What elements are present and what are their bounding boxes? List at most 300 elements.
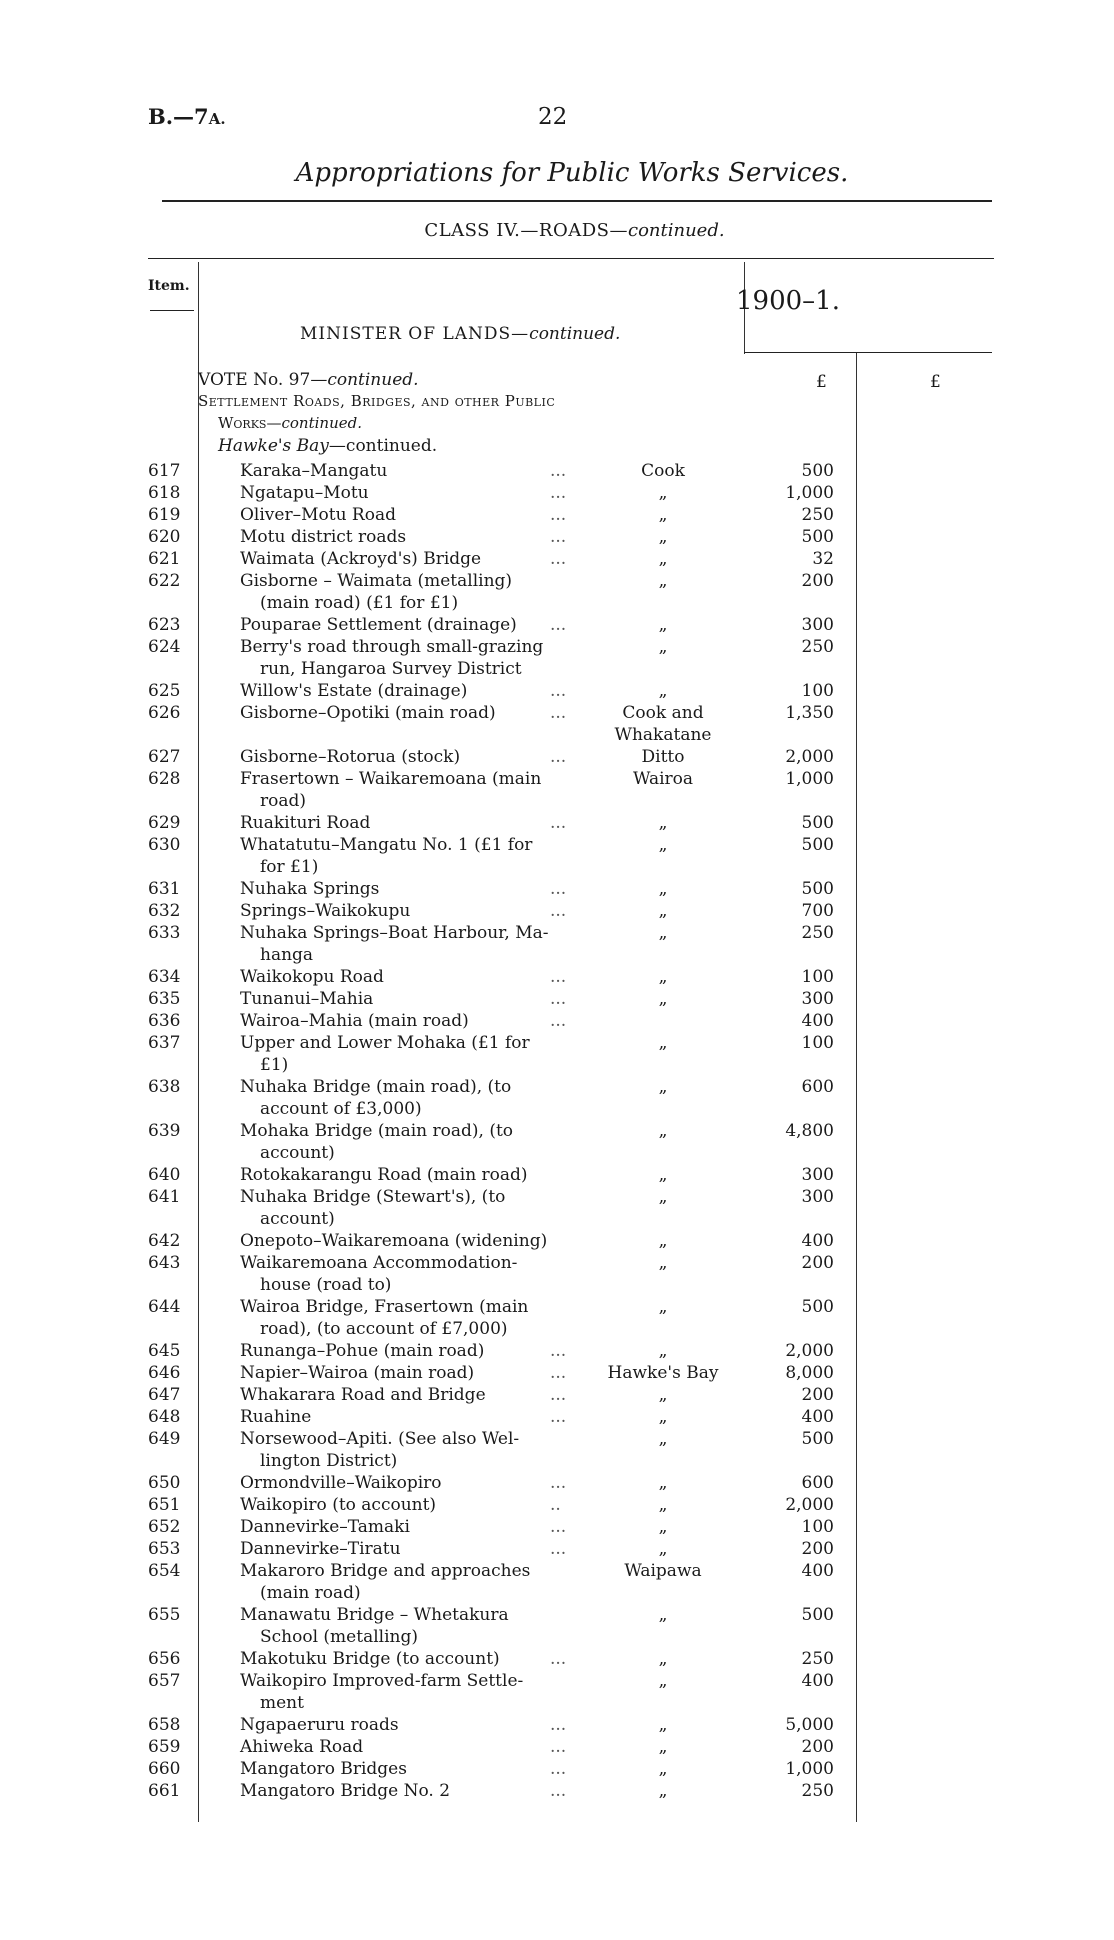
item-number: 629 bbox=[148, 813, 181, 833]
district bbox=[598, 570, 728, 592]
item-description bbox=[240, 1186, 578, 1230]
district-line: „ bbox=[658, 1671, 668, 1691]
district-line: „ bbox=[658, 1165, 668, 1185]
description-line: Berry's road through small-grazing bbox=[240, 637, 544, 657]
item-number: 637 bbox=[148, 1033, 181, 1053]
district-line: „ bbox=[658, 1781, 668, 1801]
item-number: 658 bbox=[148, 1715, 181, 1735]
item-description bbox=[240, 1406, 578, 1428]
description-line: Rotokakarangu Road (main road) bbox=[240, 1165, 528, 1185]
item-number: 648 bbox=[148, 1407, 181, 1427]
item-number: 650 bbox=[148, 1473, 181, 1493]
vote-cont: continued. bbox=[327, 370, 419, 390]
leader-dots: ... bbox=[550, 989, 567, 1009]
leader-dots: ... bbox=[550, 615, 567, 635]
item-number: 646 bbox=[148, 1363, 181, 1383]
district bbox=[598, 1406, 728, 1428]
district bbox=[598, 614, 728, 636]
district-line: „ bbox=[658, 1473, 668, 1493]
district-line: „ bbox=[658, 1539, 668, 1559]
description-continuation: run, Hangaroa Survey District bbox=[260, 659, 522, 679]
item-number: 633 bbox=[148, 923, 181, 943]
item-description bbox=[240, 614, 578, 636]
description-line: Motu district roads bbox=[240, 527, 407, 547]
item-number: 617 bbox=[148, 461, 181, 481]
description-line: Nuhaka Springs bbox=[240, 879, 380, 899]
district-line: „ bbox=[658, 1407, 668, 1427]
district-line: „ bbox=[658, 1715, 668, 1735]
item-number: 625 bbox=[148, 681, 181, 701]
leader-dots: ... bbox=[550, 1407, 567, 1427]
class-heading bbox=[0, 220, 1114, 241]
item-description bbox=[240, 1560, 578, 1604]
amount: 500 bbox=[801, 461, 834, 481]
description-line: Waikopiro Improved-farm Settle- bbox=[240, 1671, 524, 1691]
item-number: 632 bbox=[148, 901, 181, 921]
district bbox=[598, 900, 728, 922]
amount: 300 bbox=[801, 1165, 834, 1185]
leader-dots: ... bbox=[550, 527, 567, 547]
item-number: 649 bbox=[148, 1429, 181, 1449]
amount: 250 bbox=[801, 637, 834, 657]
description-line: Ormondville–Waikopiro bbox=[240, 1473, 442, 1493]
item-description bbox=[240, 680, 578, 702]
item-number: 634 bbox=[148, 967, 181, 987]
district bbox=[598, 1648, 728, 1670]
item-description bbox=[240, 878, 578, 900]
amount: 250 bbox=[801, 1781, 834, 1801]
district-line: „ bbox=[658, 1605, 668, 1625]
district bbox=[598, 1472, 728, 1494]
amount: 250 bbox=[801, 505, 834, 525]
district bbox=[598, 1736, 728, 1758]
item-description bbox=[240, 1428, 578, 1472]
amount: 200 bbox=[801, 571, 834, 591]
item-description bbox=[240, 1714, 578, 1736]
description-line: Upper and Lower Mohaka (£1 for bbox=[240, 1033, 530, 1053]
district bbox=[598, 1758, 728, 1780]
item-description bbox=[240, 1010, 578, 1032]
description-continuation: (main road) bbox=[260, 1583, 361, 1603]
district-line: „ bbox=[658, 835, 668, 855]
item-number: 620 bbox=[148, 527, 181, 547]
item-description bbox=[240, 1604, 578, 1648]
district-line: „ bbox=[658, 1737, 668, 1757]
amount: 200 bbox=[801, 1385, 834, 1405]
leader-dots: ... bbox=[550, 483, 567, 503]
item-number: 635 bbox=[148, 989, 181, 1009]
leader-dots: ... bbox=[550, 1473, 567, 1493]
description-line: Ngatapu–Motu bbox=[240, 483, 369, 503]
minister-heading bbox=[300, 324, 620, 344]
item-description bbox=[240, 1670, 578, 1714]
district-line: „ bbox=[658, 1033, 668, 1053]
amount: 500 bbox=[801, 1297, 834, 1317]
item-number: 644 bbox=[148, 1297, 181, 1317]
item-description bbox=[240, 1362, 578, 1384]
description-line: Ruahine bbox=[240, 1407, 312, 1427]
vote-text: VOTE No. 97— bbox=[198, 370, 328, 390]
minister-text: MINISTER OF LANDS— bbox=[300, 324, 530, 344]
amount: 100 bbox=[801, 1033, 834, 1053]
item-description bbox=[240, 768, 578, 812]
amount: 1,000 bbox=[785, 483, 834, 503]
description-continuation: road) bbox=[260, 791, 307, 811]
item-description bbox=[240, 504, 578, 526]
district bbox=[598, 1362, 728, 1384]
district bbox=[598, 460, 728, 482]
district bbox=[598, 834, 728, 856]
amount: 500 bbox=[801, 1605, 834, 1625]
district-line: „ bbox=[658, 1517, 668, 1537]
district-line: „ bbox=[658, 505, 668, 525]
district bbox=[598, 1538, 728, 1560]
item-description bbox=[240, 1648, 578, 1670]
amount: 2,000 bbox=[785, 747, 834, 767]
leader-dots: ... bbox=[550, 1539, 567, 1559]
description-line: Wairoa–Mahia (main road) bbox=[240, 1011, 469, 1031]
district bbox=[598, 988, 728, 1010]
description-line: Willow's Estate (drainage) bbox=[240, 681, 468, 701]
amount: 2,000 bbox=[785, 1495, 834, 1515]
item-description bbox=[240, 1494, 578, 1516]
district bbox=[598, 1032, 728, 1054]
leader-dots: ... bbox=[550, 1517, 567, 1537]
item-description bbox=[240, 988, 578, 1010]
item-number: 628 bbox=[148, 769, 181, 789]
district-line: Wairoa bbox=[632, 769, 694, 789]
description-line: Makotuku Bridge (to account) bbox=[240, 1649, 500, 1669]
item-description bbox=[240, 636, 578, 680]
description-line: Ruakituri Road bbox=[240, 813, 371, 833]
description-line: Gisborne–Opotiki (main road) bbox=[240, 703, 496, 723]
district-line: „ bbox=[658, 1187, 668, 1207]
item-number: 638 bbox=[148, 1077, 181, 1097]
amount: 1,000 bbox=[785, 769, 834, 789]
item-description bbox=[240, 702, 578, 724]
item-number: 640 bbox=[148, 1165, 181, 1185]
leader-dots: ... bbox=[550, 1759, 567, 1779]
amount: 400 bbox=[801, 1231, 834, 1251]
title-rule bbox=[162, 200, 992, 202]
item-number: 660 bbox=[148, 1759, 181, 1779]
district bbox=[598, 702, 728, 746]
description-continuation: School (metalling) bbox=[260, 1627, 418, 1647]
item-header-underline bbox=[150, 310, 194, 311]
description-continuation: account of £3,000) bbox=[260, 1099, 422, 1119]
district-line: „ bbox=[658, 549, 668, 569]
description-line: Nuhaka Bridge (Stewart's), (to bbox=[240, 1187, 506, 1207]
description-line: Waimata (Ackroyd's) Bridge bbox=[240, 549, 482, 569]
description-continuation: house (road to) bbox=[260, 1275, 392, 1295]
description-line: Whatatutu–Mangatu No. 1 (£1 for bbox=[240, 835, 533, 855]
description-continuation: (main road) (£1 for £1) bbox=[260, 593, 459, 613]
district bbox=[598, 1230, 728, 1252]
district bbox=[598, 1296, 728, 1318]
item-number: 626 bbox=[148, 703, 181, 723]
currency-symbol-1: £ bbox=[816, 372, 827, 392]
class-heading-text: CLASS IV.—ROADS— bbox=[424, 220, 628, 241]
item-number: 641 bbox=[148, 1187, 181, 1207]
leader-dots: ... bbox=[550, 505, 567, 525]
amount: 250 bbox=[801, 1649, 834, 1669]
amount: 300 bbox=[801, 615, 834, 635]
amount: 2,000 bbox=[785, 1341, 834, 1361]
item-description bbox=[240, 1076, 578, 1120]
district-line: „ bbox=[658, 1121, 668, 1141]
description-line: Mangatoro Bridge No. 2 bbox=[240, 1781, 451, 1801]
item-description bbox=[240, 548, 578, 570]
item-description bbox=[240, 812, 578, 834]
document-code-main: B.—7 bbox=[148, 104, 209, 129]
district-line: „ bbox=[658, 813, 668, 833]
item-number: 645 bbox=[148, 1341, 181, 1361]
description-continuation: £1) bbox=[260, 1055, 289, 1075]
amount: 100 bbox=[801, 967, 834, 987]
page-title: Appropriations for Public Works Services. bbox=[295, 158, 849, 188]
description-line: Runanga–Pohue (main road) bbox=[240, 1341, 485, 1361]
amount: 400 bbox=[801, 1011, 834, 1031]
leader-dots: ... bbox=[550, 1737, 567, 1757]
district-line: „ bbox=[658, 879, 668, 899]
description-line: Tunanui–Mahia bbox=[240, 989, 374, 1009]
amount: 300 bbox=[801, 989, 834, 1009]
description-continuation: lington District) bbox=[260, 1451, 398, 1471]
district-line: „ bbox=[658, 901, 668, 921]
amount: 400 bbox=[801, 1407, 834, 1427]
item-description bbox=[240, 1120, 578, 1164]
description-continuation: road), (to account of £7,000) bbox=[260, 1319, 508, 1339]
district-line: „ bbox=[658, 967, 668, 987]
district-line: „ bbox=[658, 1297, 668, 1317]
vote-heading bbox=[198, 370, 419, 390]
item-number: 656 bbox=[148, 1649, 181, 1669]
description-line: Ahiweka Road bbox=[240, 1737, 364, 1757]
district-line: „ bbox=[658, 637, 668, 657]
item-description bbox=[240, 900, 578, 922]
district-line: „ bbox=[658, 1759, 668, 1779]
leader-dots: ... bbox=[550, 1385, 567, 1405]
item-description bbox=[240, 1252, 578, 1296]
amount: 500 bbox=[801, 879, 834, 899]
item-description bbox=[240, 1032, 578, 1076]
description-line: Makaroro Bridge and approaches bbox=[240, 1561, 531, 1581]
amount: 1,350 bbox=[785, 703, 834, 723]
vote-subheading-line2 bbox=[218, 414, 362, 432]
item-number: 622 bbox=[148, 571, 181, 591]
amount: 300 bbox=[801, 1187, 834, 1207]
item-number: 619 bbox=[148, 505, 181, 525]
page-number: 22 bbox=[538, 104, 568, 130]
description-line: Frasertown – Waikaremoana (main bbox=[240, 769, 542, 789]
item-description bbox=[240, 966, 578, 988]
item-description bbox=[240, 460, 578, 482]
item-description bbox=[240, 1780, 578, 1802]
item-description bbox=[240, 570, 578, 614]
district-line: „ bbox=[658, 1341, 668, 1361]
description-line: Gisborne – Waimata (metalling) bbox=[240, 571, 513, 591]
item-number: 657 bbox=[148, 1671, 181, 1691]
district bbox=[598, 680, 728, 702]
district-line: „ bbox=[658, 571, 668, 591]
district bbox=[598, 504, 728, 526]
description-line: Onepoto–Waikaremoana (widening) bbox=[240, 1231, 548, 1251]
item-number: 653 bbox=[148, 1539, 181, 1559]
district bbox=[598, 812, 728, 834]
amount: 500 bbox=[801, 813, 834, 833]
item-description bbox=[240, 1472, 578, 1494]
leader-dots: ... bbox=[550, 681, 567, 701]
district bbox=[598, 548, 728, 570]
item-description bbox=[240, 482, 578, 504]
description-continuation: for £1) bbox=[260, 857, 319, 877]
amount: 400 bbox=[801, 1671, 834, 1691]
item-description bbox=[240, 1538, 578, 1560]
item-number: 643 bbox=[148, 1253, 181, 1273]
district-line: „ bbox=[658, 615, 668, 635]
district bbox=[598, 1076, 728, 1098]
description-line: Oliver–Motu Road bbox=[240, 505, 396, 525]
amount: 500 bbox=[801, 527, 834, 547]
item-description bbox=[240, 922, 578, 966]
amount: 8,000 bbox=[785, 1363, 834, 1383]
amount: 700 bbox=[801, 901, 834, 921]
district bbox=[598, 1780, 728, 1802]
item-number: 639 bbox=[148, 1121, 181, 1141]
district-line: Hawke's Bay bbox=[607, 1363, 719, 1383]
description-continuation: ment bbox=[260, 1693, 304, 1713]
leader-dots: ... bbox=[550, 549, 567, 569]
district bbox=[598, 482, 728, 504]
district-line: „ bbox=[658, 989, 668, 1009]
item-number: 647 bbox=[148, 1385, 181, 1405]
item-number: 624 bbox=[148, 637, 181, 657]
amount: 250 bbox=[801, 923, 834, 943]
description-line: Napier–Wairoa (main road) bbox=[240, 1363, 475, 1383]
district-line: „ bbox=[658, 1253, 668, 1273]
item-number: 652 bbox=[148, 1517, 181, 1537]
district bbox=[598, 1340, 728, 1362]
district bbox=[598, 1494, 728, 1516]
amount: 500 bbox=[801, 1429, 834, 1449]
district bbox=[598, 966, 728, 988]
district-line: „ bbox=[658, 483, 668, 503]
description-line: Dannevirke–Tamaki bbox=[240, 1517, 410, 1537]
leader-dots: ... bbox=[550, 879, 567, 899]
amount: 400 bbox=[801, 1561, 834, 1581]
district bbox=[598, 1516, 728, 1538]
amount: 200 bbox=[801, 1737, 834, 1757]
item-number: 630 bbox=[148, 835, 181, 855]
document-code bbox=[148, 104, 226, 129]
description-line: Manawatu Bridge – Whetakura bbox=[240, 1605, 509, 1625]
district-line: Cook and bbox=[622, 703, 704, 723]
minister-cont: continued. bbox=[529, 324, 621, 344]
description-continuation: account) bbox=[260, 1143, 335, 1163]
item-number: 631 bbox=[148, 879, 181, 899]
description-continuation: hanga bbox=[260, 945, 314, 965]
district bbox=[598, 1120, 728, 1142]
region-text: Hawke's Bay bbox=[218, 436, 329, 456]
district-line: „ bbox=[658, 1231, 668, 1251]
description-line: Nuhaka Springs–Boat Harbour, Ma- bbox=[240, 923, 549, 943]
leader-dots: ... bbox=[550, 703, 567, 723]
amount: 100 bbox=[801, 1517, 834, 1537]
class-heading-cont: continued. bbox=[627, 220, 725, 241]
district bbox=[598, 746, 728, 768]
description-line: Norsewood–Apiti. (See also Wel- bbox=[240, 1429, 520, 1449]
amount: 200 bbox=[801, 1253, 834, 1273]
district bbox=[598, 1428, 728, 1450]
description-line: Waikokopu Road bbox=[240, 967, 384, 987]
amount: 500 bbox=[801, 835, 834, 855]
description-line: Dannevirke–Tiratu bbox=[240, 1539, 401, 1559]
item-description bbox=[240, 1736, 578, 1758]
district bbox=[598, 1670, 728, 1692]
amount: 200 bbox=[801, 1539, 834, 1559]
leader-dots: ... bbox=[550, 1715, 567, 1735]
description-line: Gisborne–Rotorua (stock) bbox=[240, 747, 461, 767]
subheading2-cont: continued. bbox=[281, 414, 362, 432]
item-number: 627 bbox=[148, 747, 181, 767]
item-description bbox=[240, 1296, 578, 1340]
leader-dots: ... bbox=[550, 1649, 567, 1669]
subheading2-text: Works— bbox=[218, 414, 282, 432]
description-continuation: account) bbox=[260, 1209, 335, 1229]
description-line: Wairoa Bridge, Frasertown (main bbox=[240, 1297, 529, 1317]
district-line: Cook bbox=[641, 461, 685, 481]
district-line: „ bbox=[658, 1077, 668, 1097]
currency-symbol-2: £ bbox=[930, 372, 941, 392]
document-code-suffix: A. bbox=[208, 110, 226, 128]
district bbox=[598, 1604, 728, 1626]
amount-column-divider bbox=[856, 352, 857, 1822]
item-number: 618 bbox=[148, 483, 181, 503]
district bbox=[598, 636, 728, 658]
year-column-header: 1900–1. bbox=[736, 286, 840, 316]
leader-dots: ... bbox=[550, 461, 567, 481]
district-line: „ bbox=[658, 1429, 668, 1449]
description-line: Mangatoro Bridges bbox=[240, 1759, 407, 1779]
description-line: Mohaka Bridge (main road), (to bbox=[240, 1121, 514, 1141]
leader-dots: ... bbox=[550, 1341, 567, 1361]
amount: 5,000 bbox=[785, 1715, 834, 1735]
description-line: Karaka–Mangatu bbox=[240, 461, 388, 481]
amount: 100 bbox=[801, 681, 834, 701]
district-line: Whakatane bbox=[614, 725, 712, 745]
district bbox=[598, 878, 728, 900]
leader-dots: ... bbox=[550, 1363, 567, 1383]
item-number: 651 bbox=[148, 1495, 181, 1515]
item-description bbox=[240, 1384, 578, 1406]
amount: 4,800 bbox=[785, 1121, 834, 1141]
district-line: „ bbox=[658, 1385, 668, 1405]
district-line: „ bbox=[658, 1495, 668, 1515]
item-description bbox=[240, 1516, 578, 1538]
item-description bbox=[240, 1230, 578, 1252]
description-line: Nuhaka Bridge (main road), (to bbox=[240, 1077, 512, 1097]
leader-dots: ... bbox=[550, 901, 567, 921]
item-description bbox=[240, 526, 578, 548]
item-column-divider bbox=[198, 262, 199, 1822]
district bbox=[598, 1714, 728, 1736]
description-line: Waikaremoana Accommodation- bbox=[240, 1253, 518, 1273]
district bbox=[598, 1252, 728, 1274]
region-cont: —continued. bbox=[328, 436, 438, 456]
item-number: 636 bbox=[148, 1011, 181, 1031]
district-line: „ bbox=[658, 527, 668, 547]
item-description bbox=[240, 834, 578, 878]
